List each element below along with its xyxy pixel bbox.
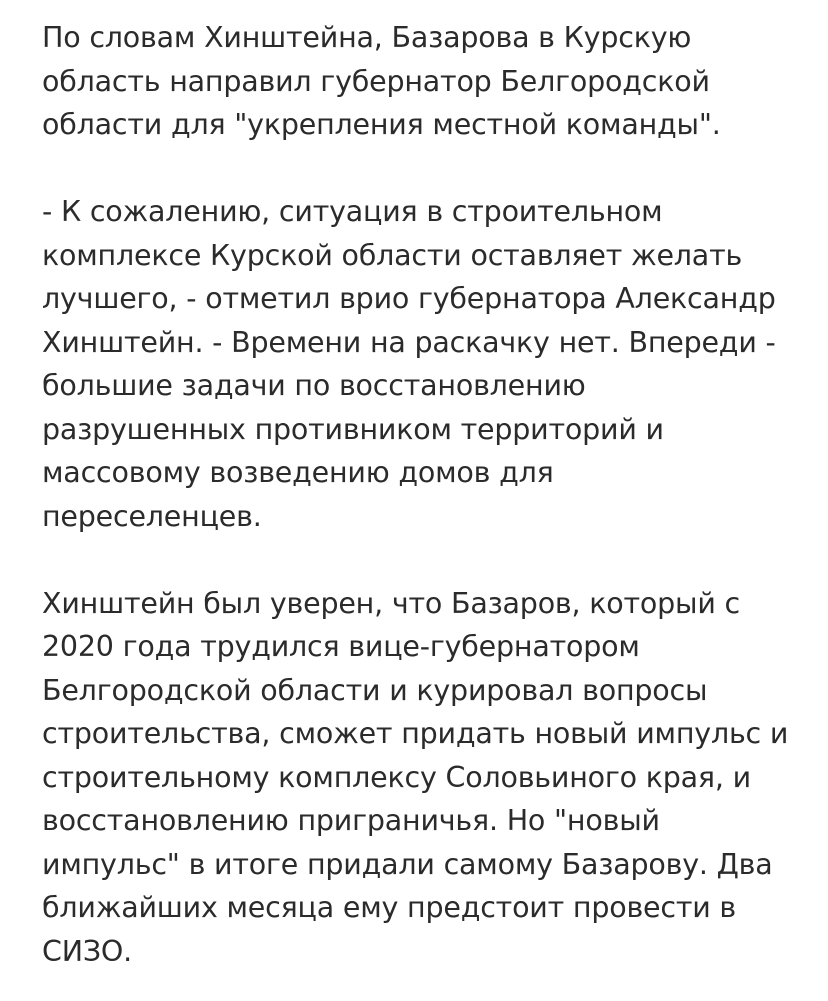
paragraph-new-impulse: Хинштейн был уверен, что Базаров, который с 2020 года трудился вице-губернатором Белгородской области и курировал вопросы строительства, сможет придать новый импульс и строительному комплексу Соловьиного края, и восстановлению приграничья. Но "новый импульс" в итоге придали самому Базарову. Два ближайших месяца ему предстоит провести в СИЗО.: [42, 586, 789, 968]
paragraph-governor-quote: По словам Хинштейна, Базарова в Курскую область направил губернатор Белгородской области для "укрепления местной команды".: [42, 21, 721, 141]
article-body: [42, 16, 802, 973]
paragraph-construction-complex: - К сожалению, ситуация в строительном комплексе Курской области оставляет желать лучшего, - отметил врио губернатора Александр Хинштейн. - Времени на раскачку нет. Впереди - большие задачи по восстановлению разрушенных противником территорий и массовому возведению домов для переселенцев.: [42, 195, 776, 533]
